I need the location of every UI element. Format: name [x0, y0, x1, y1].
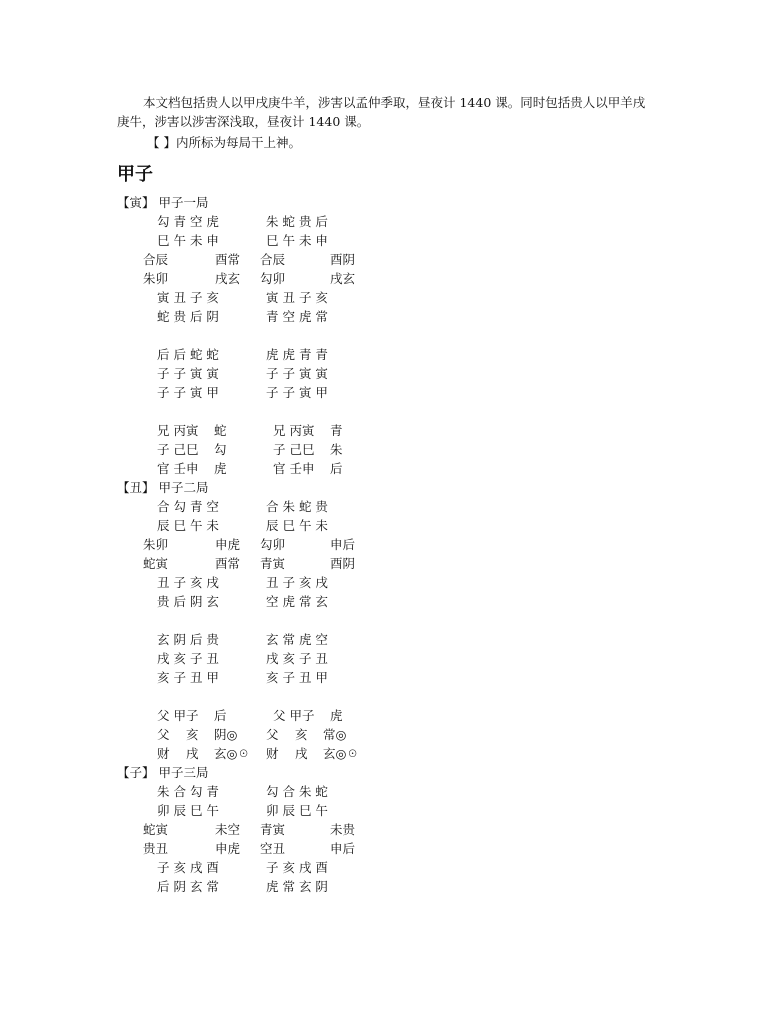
- pan-side: 贵丑: [143, 841, 169, 856]
- pan-side: 朱卯: [143, 537, 169, 552]
- ke-row-left: 子 子 寅 甲: [157, 385, 219, 400]
- chuan-left: 财 戌: [157, 746, 199, 761]
- pan-side: 勾卯: [260, 271, 286, 286]
- ju-title: 【子】 甲子三局: [117, 765, 209, 780]
- chuan-right-god: 虎: [330, 708, 343, 723]
- chuan-left: 父 亥: [157, 727, 199, 742]
- pan-row-right: 卯 辰 巳 午: [266, 803, 328, 818]
- pan-side: 戌玄: [330, 271, 356, 286]
- chuan-right: 父 亥: [266, 727, 308, 742]
- ke-row-left: 戌 亥 子 丑: [157, 651, 219, 666]
- pan-row-left: 丑 子 亥 戌: [157, 575, 219, 590]
- pan-side: 酉阴: [330, 556, 356, 571]
- pan-row-left: 朱 合 勾 青: [157, 784, 219, 799]
- chuan-right-god: 玄◎☉: [323, 746, 359, 761]
- chuan-left-god: 玄◎☉: [214, 746, 250, 761]
- pan-side: 未空: [215, 822, 241, 837]
- pan-side: 青寅: [260, 556, 286, 571]
- pan-side: 蛇寅: [143, 822, 169, 837]
- ke-row-left: 亥 子 丑 甲: [157, 670, 219, 685]
- pan-row-left: 后 阴 玄 常: [157, 879, 219, 894]
- chuan-right: 子 己巳: [273, 442, 315, 457]
- chuan-right: 兄 丙寅: [273, 423, 315, 438]
- pan-side: 申虎: [215, 537, 241, 552]
- pan-side: 勾卯: [260, 537, 286, 552]
- ju-title: 【丑】 甲子二局: [117, 480, 209, 495]
- pan-row-left: 子 亥 戌 酉: [157, 860, 219, 875]
- pan-side: 朱卯: [143, 271, 169, 286]
- pan-side: 酉常: [215, 252, 241, 267]
- chuan-left-god: 后: [214, 708, 227, 723]
- pan-row-right: 寅 丑 子 亥: [266, 290, 328, 305]
- intro-paragraph: 本文档包括贵人以甲戌庚牛羊，涉害以孟仲季取，昼夜计 1440 课。同时包括贵人以甲羊戌庚牛，涉害以涉害深浅取，昼夜计 1440 课。: [117, 95, 646, 129]
- pan-side: 空丑: [260, 841, 286, 856]
- pan-side: 戌玄: [215, 271, 241, 286]
- pan-row-right: 虎 常 玄 阴: [266, 879, 328, 894]
- chuan-right: 官 壬申: [273, 461, 315, 476]
- pan-row-right: 丑 子 亥 戌: [266, 575, 328, 590]
- pan-side: 合辰: [260, 252, 286, 267]
- pan-side: 酉阴: [330, 252, 356, 267]
- chuan-right: 父 甲子: [273, 708, 315, 723]
- pan-row-right: 合 朱 蛇 贵: [266, 499, 328, 514]
- pan-row-left: 辰 巳 午 未: [157, 518, 219, 533]
- chuan-right: 财 戌: [266, 746, 308, 761]
- pan-row-left: 贵 后 阴 玄: [157, 594, 219, 609]
- pan-row-left: 合 勾 青 空: [157, 499, 219, 514]
- pan-row-left: 勾 青 空 虎: [157, 214, 219, 229]
- pan-row-left: 蛇 贵 后 阴: [157, 309, 219, 324]
- ke-row-right: 虎 虎 青 青: [266, 347, 328, 362]
- pan-row-right: 勾 合 朱 蛇: [266, 784, 328, 799]
- chuan-left-god: 阴◎: [214, 727, 238, 742]
- ke-row-right: 子 子 寅 甲: [266, 385, 328, 400]
- pan-row-right: 子 亥 戌 酉: [266, 860, 328, 875]
- pan-row-left: 巳 午 未 申: [157, 233, 219, 248]
- ke-row-left: 玄 阴 后 贵: [157, 632, 219, 647]
- chuan-left: 子 己巳: [157, 442, 199, 457]
- pan-side: 申后: [330, 841, 356, 856]
- pan-row-left: 卯 辰 巳 午: [157, 803, 219, 818]
- pan-row-right: 巳 午 未 申: [266, 233, 328, 248]
- chuan-left-god: 勾: [214, 442, 227, 457]
- chuan-right-god: 常◎: [323, 727, 347, 742]
- ke-row-right: 子 子 寅 寅: [266, 366, 328, 381]
- chuan-right-god: 后: [330, 461, 343, 476]
- chuan-left-god: 蛇: [214, 423, 227, 438]
- ke-row-left: 后 后 蛇 蛇: [157, 347, 219, 362]
- chuan-right-god: 青: [330, 423, 343, 438]
- note-paragraph: 【 】内所标为每局干上神。: [147, 135, 301, 150]
- ke-row-left: 子 子 寅 寅: [157, 366, 219, 381]
- chuan-left: 父 甲子: [157, 708, 199, 723]
- pan-row-right: 青 空 虎 常: [266, 309, 328, 324]
- pan-side: 申后: [330, 537, 356, 552]
- pan-side: 申虎: [215, 841, 241, 856]
- chuan-left: 兄 丙寅: [157, 423, 199, 438]
- chuan-left-god: 虎: [214, 461, 227, 476]
- pan-row-right: 空 虎 常 玄: [266, 594, 328, 609]
- pan-side: 蛇寅: [143, 556, 169, 571]
- ke-row-right: 戌 亥 子 丑: [266, 651, 328, 666]
- pan-row-left: 寅 丑 子 亥: [157, 290, 219, 305]
- pan-side: 酉常: [215, 556, 241, 571]
- pan-side: 未贵: [330, 822, 356, 837]
- pan-side: 合辰: [143, 252, 169, 267]
- ke-row-right: 亥 子 丑 甲: [266, 670, 328, 685]
- chuan-right-god: 朱: [330, 442, 343, 457]
- section-title: 甲子: [117, 164, 153, 185]
- pan-row-right: 朱 蛇 贵 后: [266, 214, 328, 229]
- ke-row-right: 玄 常 虎 空: [266, 632, 328, 647]
- pan-row-right: 辰 巳 午 未: [266, 518, 328, 533]
- chuan-left: 官 壬申: [157, 461, 199, 476]
- pan-side: 青寅: [260, 822, 286, 837]
- ju-title: 【寅】 甲子一局: [117, 195, 209, 210]
